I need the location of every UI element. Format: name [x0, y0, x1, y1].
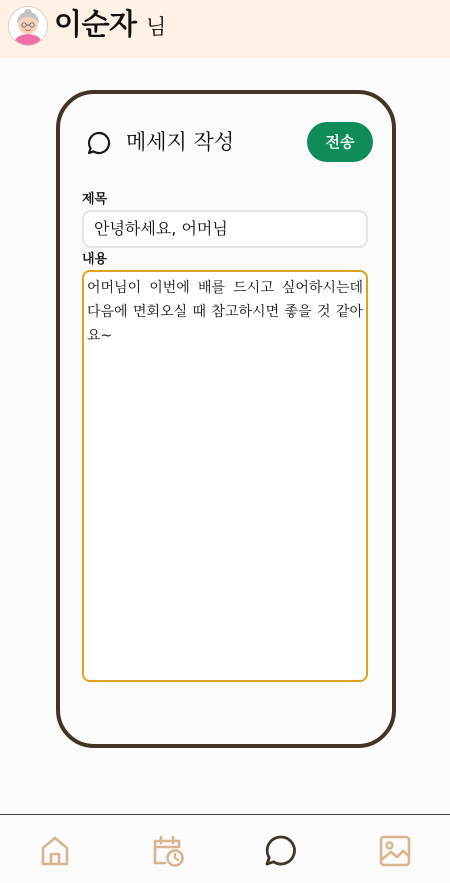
subject-label: 제목 [82, 192, 108, 207]
user-name: 이순자 [54, 7, 137, 41]
body-textarea[interactable]: 어머님이 이번에 배를 드시고 싶어하시는데 다음에 면회오실 때 참고하시면 좋을 것 같아요~ [82, 270, 368, 682]
calendar-clock-icon[interactable] [150, 833, 186, 869]
body-label: 내용 [82, 252, 108, 267]
subject-input[interactable]: 안녕하세요, 어머님 [82, 210, 368, 248]
bottom-nav [0, 814, 450, 883]
honorific-label: 님 [146, 15, 167, 39]
compose-title: 메세지 작성 [126, 130, 235, 154]
send-button[interactable]: 전송 [307, 122, 373, 162]
chat-bubble-icon [86, 130, 112, 156]
gallery-icon[interactable] [377, 833, 413, 869]
app-header [0, 0, 450, 58]
avatar[interactable] [8, 6, 48, 46]
home-icon[interactable] [37, 833, 73, 869]
grandmother-avatar-icon [9, 7, 47, 45]
chat-icon[interactable] [263, 833, 299, 869]
